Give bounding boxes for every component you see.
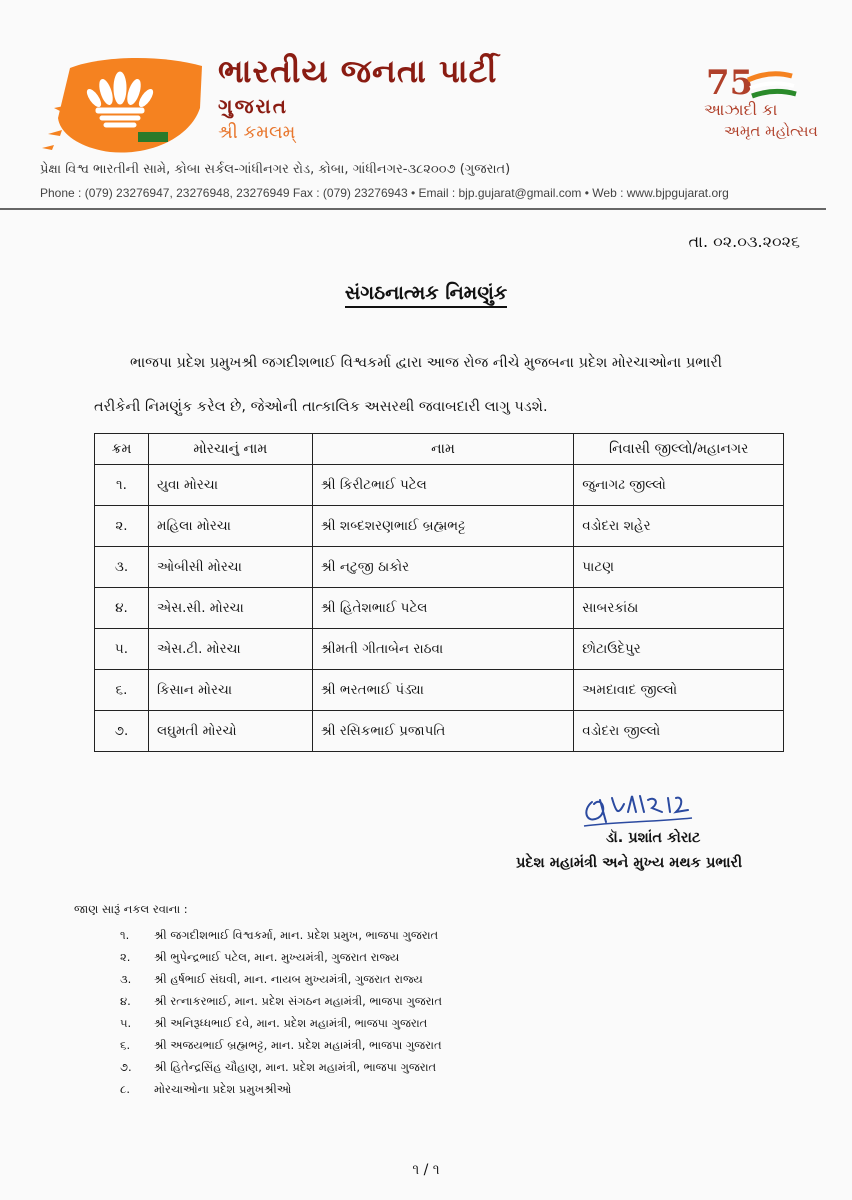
list-item-text: શ્રી જગદીશભાઈ વિશ્વકર્મા, માન. પ્રદેશ પ્રમુખ, ભાજપા ગુજરાત (154, 928, 439, 942)
list-item-text: શ્રી ભુપેન્દ્રભાઈ પટેલ, માન. મુખ્યમંત્રી, ગુજરાત રાજ્ય (154, 950, 400, 964)
list-item (120, 1078, 442, 1100)
list-item-text: શ્રી અજયભાઈ બ્રહ્મભટ્ટ, માન. પ્રદેશ મહામંત્રી, ભાજપા ગુજરાત (154, 1038, 442, 1052)
cell-district: પાટણ (574, 547, 784, 588)
header-district: નિવાસી જીલ્લો/મહાનગર (574, 434, 784, 465)
cell-morcha: યુવા મોરચા (148, 465, 312, 506)
azadi-line2: અમૃત મહોત્સવ (724, 122, 818, 140)
cell-district: છોટાઉદેપુર (574, 629, 784, 670)
table-row (95, 670, 784, 711)
header-morcha: મોરચાનું નામ (148, 434, 312, 465)
list-item (120, 946, 442, 968)
party-state: ગુજરાત (218, 94, 289, 118)
azadi-number: 75 (706, 63, 754, 103)
azadi-line1: આઝાદી કા (704, 100, 778, 119)
contact-line: Phone : (079) 23276947, 23276948, 23276949 Fax : (079) 23276943 • Email : bjp.gujarat@gmail.com • Web : www.bjpgujarat.org (40, 186, 729, 200)
cell-serial: ૨. (95, 506, 149, 547)
cell-district: સાબરકાંઠા (574, 588, 784, 629)
table-row (95, 588, 784, 629)
cell-district: વડોદરા શહેર (574, 506, 784, 547)
cell-district: જુનાગઢ જીલ્લો (574, 465, 784, 506)
table-row (95, 506, 784, 547)
list-item (120, 990, 442, 1012)
list-item (120, 1034, 442, 1056)
table-row (95, 547, 784, 588)
table-header-row (95, 434, 784, 465)
handwritten-signature (572, 782, 702, 834)
cell-district: વડોદરા જીલ્લો (574, 711, 784, 752)
cell-morcha: લઘુમતી મોરચો (148, 711, 312, 752)
list-item-text: શ્રી રત્નાકરભાઈ, માન. પ્રદેશ સંગઠન મહામંત્રી, ભાજપા ગુજરાત (154, 994, 442, 1008)
copy-to-heading: જાણ સારૂં નકલ રવાના : (74, 902, 188, 916)
letter-date: તા. ૦૨.૦૩.૨૦૨૬ (688, 232, 800, 251)
cell-serial: ૬. (95, 670, 149, 711)
signatory-name: ડૉ. પ્રશાંત કોરાટ (606, 830, 701, 846)
header-divider (0, 208, 826, 210)
list-item-number: ૭. (120, 1060, 132, 1074)
office-address: પ્રેક્ષા વિશ્વ ભારતીની સામે, કોબા સર્કલ-ગાંધીનગર રોડ, કોબા, ગાંધીનગર-૩૮૨૦૦૭ (ગુજરાત) (40, 162, 511, 177)
list-item-text: શ્રી અનિરૂધ્ધભાઈ દવે, માન. પ્રદેશ મહામંત્રી, ભાજપા ગુજરાત (154, 1016, 428, 1030)
header-serial: ક્રમ (95, 434, 149, 465)
cell-name: શ્રી ભરતભાઈ પંડ્યા (312, 670, 574, 711)
list-item (120, 1012, 442, 1034)
list-item-text: શ્રી હિતેન્દ્રસિંહ ચૌહાણ, માન. પ્રદેશ મહામંત્રી, ભાજપા ગુજરાત (154, 1060, 437, 1074)
bjp-lotus-logo-icon (40, 48, 210, 160)
table-row (95, 629, 784, 670)
cell-morcha: મહિલા મોરચા (148, 506, 312, 547)
cell-serial: ૫. (95, 629, 149, 670)
list-item-number: ૪. (120, 994, 131, 1008)
cell-serial: ૩. (95, 547, 149, 588)
list-item-number: ૧. (120, 928, 130, 942)
subject-text: સંગઠનાત્મક નિમણુંક (345, 282, 507, 308)
list-item-text: શ્રી હર્ષભાઈ સંઘવી, માન. નાયબ મુખ્યમંત્રી, ગુજરાત રાજ્ય (154, 972, 423, 986)
list-item-number: ૨. (120, 950, 131, 964)
cell-morcha: એસ.ટી. મોરચા (148, 629, 312, 670)
cell-name: શ્રીમતી ગીતાબેન રાઠવા (312, 629, 574, 670)
cell-morcha: ઓબીસી મોરચા (148, 547, 312, 588)
header-name: નામ (312, 434, 574, 465)
list-item-number: ૬. (120, 1038, 131, 1052)
cell-morcha: કિસાન મોરચા (148, 670, 312, 711)
cell-district: અમદાવાદ જીલ્લો (574, 670, 784, 711)
list-item (120, 924, 442, 946)
list-item-number: ૫. (120, 1016, 132, 1030)
cell-morcha: એસ.સી. મોરચા (148, 588, 312, 629)
party-office: શ્રી કમલમ્ (218, 122, 296, 143)
table-row (95, 711, 784, 752)
cell-name: શ્રી શબ્દશરણભાઈ બ્રહ્મભટ્ટ (312, 506, 574, 547)
list-item-number: ૮. (120, 1082, 130, 1096)
appointments-table (94, 433, 784, 752)
cell-serial: ૪. (95, 588, 149, 629)
cell-serial: ૭. (95, 711, 149, 752)
letter-subject (0, 282, 852, 304)
cell-name: શ્રી રસિકભાઈ પ્રજાપતિ (312, 711, 574, 752)
list-item-number: ૩. (120, 972, 132, 986)
page-number: ૧ / ૧ (412, 1162, 440, 1178)
cell-name: શ્રી હિતેશભાઈ પટેલ (312, 588, 574, 629)
cell-serial: ૧. (95, 465, 149, 506)
list-item (120, 1056, 442, 1078)
cell-name: શ્રી નટુજી ઠાકોર (312, 547, 574, 588)
paragraph-line1: ભાજપા પ્રદેશ પ્રમુખશ્રી જગદીશભાઈ વિશ્વકર્મા દ્વારા આજ રોજ નીચે મુજબના પ્રદેશ મોરચાઓના પ્રભારી (130, 355, 723, 371)
copy-to-list (120, 924, 442, 1100)
list-item-text: મોરચાઓના પ્રદેશ પ્રમુખશ્રીઓ (154, 1082, 292, 1096)
table-row (95, 465, 784, 506)
signatory-title: પ્રદેશ મહામંત્રી અને મુખ્ય મથક પ્રભારી (516, 855, 743, 871)
cell-name: શ્રી કિરીટભાઈ પટેલ (312, 465, 574, 506)
paragraph-line2: તરીકેની નિમણુંક કરેલ છે, જેઓની તાત્કાલિક અસરથી જવાબદારી લાગુ પડશે. (94, 399, 548, 415)
list-item (120, 968, 442, 990)
party-name: ભારતીય જનતા પાર્ટી (218, 52, 498, 90)
